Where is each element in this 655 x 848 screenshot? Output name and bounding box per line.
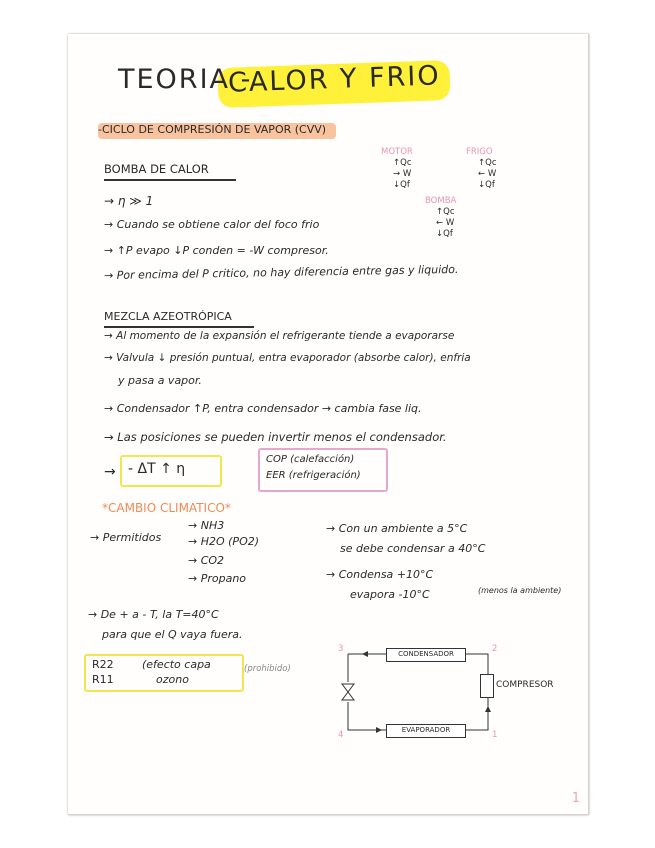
frigo-line-1: ↑Qc: [478, 158, 497, 168]
bomba-diag-line-2: ← W: [436, 218, 455, 228]
compresor-box: [480, 674, 494, 698]
motor-line-1: ↑Qc: [393, 158, 412, 168]
eer-text: EER (refrigeración): [266, 470, 361, 481]
cambio-line-1: → De + a - T, la T=40°C: [88, 608, 219, 621]
title-part1: TEORIA -: [118, 64, 253, 95]
cambio-right-3: → Condensa +10°C: [326, 568, 434, 581]
mezcla-line-2: → Valvula ↓ presión puntual, entra evaporador (absorbe calor), enfria: [104, 352, 471, 364]
bomba-line-2: → Cuando se obtiene calor del foco frio: [104, 218, 320, 231]
bomba-diag-line-1: ↑Qc: [436, 207, 455, 217]
mezcla-line-1: → Al momento de la expansión el refrigerante tiende a evaporarse: [104, 330, 455, 342]
efecto-text: (efecto capa: [142, 658, 211, 671]
delta-t-text: - ΔT ↑ η: [128, 461, 186, 477]
r22-label: R22: [92, 658, 114, 671]
page-number: 1: [571, 791, 580, 806]
permitidos-label: → Permitidos: [90, 531, 162, 544]
node-3: 3: [338, 644, 344, 654]
bomba-line-4: → Por encima del P critico, no hay diferencia entre gas y liquido.: [103, 262, 459, 283]
motor-line-2: → W: [393, 169, 412, 179]
frigo-line-3: ↓Qf: [478, 180, 495, 190]
bomba-diag-label: BOMBA: [425, 196, 457, 206]
mezcla-arrow: →: [104, 464, 116, 480]
mezcla-line-4: → Condensador ↑P, entra condensador → cambia fase liq.: [104, 402, 422, 415]
motor-label: MOTOR: [381, 147, 413, 157]
mezcla-line-5: → Las posiciones se pueden invertir menos el condensador.: [104, 430, 447, 444]
notebook-page: [68, 34, 589, 815]
permitido-h2o: → H2O (PO2): [188, 535, 260, 548]
bomba-line-1: → η ≫ 1: [104, 194, 154, 208]
node-1: 1: [492, 730, 498, 740]
cambio-line-2: para que el Q vaya fuera.: [102, 628, 243, 641]
cycle-heading: -CICLO DE COMPRESIÓN DE VAPOR (CVV): [98, 123, 327, 136]
cambio-right-4: evapora -10°C: [350, 588, 430, 601]
cambio-heading: *CAMBIO CLIMATICO*: [102, 501, 231, 515]
bomba-heading-underline: [104, 179, 236, 181]
permitido-co2: → CO2: [188, 554, 225, 567]
mezcla-heading-underline: [104, 326, 254, 328]
bomba-line-3: → ↑P evapo ↓P conden = -W compresor.: [104, 244, 329, 257]
bomba-diag-line-3: ↓Qf: [436, 229, 453, 239]
title-part2: CALOR Y FRIO: [227, 60, 442, 99]
cambio-right-2: se debe condensar a 40°C: [340, 542, 486, 555]
evaporador-box: EVAPORADOR: [386, 724, 466, 738]
compresor-label: COMPRESOR: [496, 680, 554, 690]
cambio-right-1: → Con un ambiente a 5°C: [326, 522, 468, 535]
ozono-text: ozono: [156, 673, 189, 686]
node-4: 4: [338, 730, 344, 740]
bomba-calor-heading: BOMBA DE CALOR: [104, 162, 209, 176]
cambio-note: (menos la ambiente): [478, 586, 562, 595]
prohibido-text: (prohibido): [244, 664, 291, 674]
r11-label: R11: [92, 673, 114, 686]
condensador-box: CONDENSADOR: [386, 648, 466, 662]
permitido-propano: → Propano: [188, 572, 247, 585]
cop-text: COP (calefacción): [266, 454, 355, 465]
permitido-nh3: → NH3: [188, 519, 225, 532]
frigo-line-2: ← W: [478, 169, 497, 179]
mezcla-line-3: y pasa a vapor.: [118, 374, 202, 387]
frigo-label: FRIGO: [466, 147, 493, 157]
mezcla-heading: MEZCLA AZEOTRÓPICA: [104, 310, 232, 323]
node-2: 2: [492, 644, 498, 654]
motor-line-3: ↓Qf: [393, 180, 410, 190]
